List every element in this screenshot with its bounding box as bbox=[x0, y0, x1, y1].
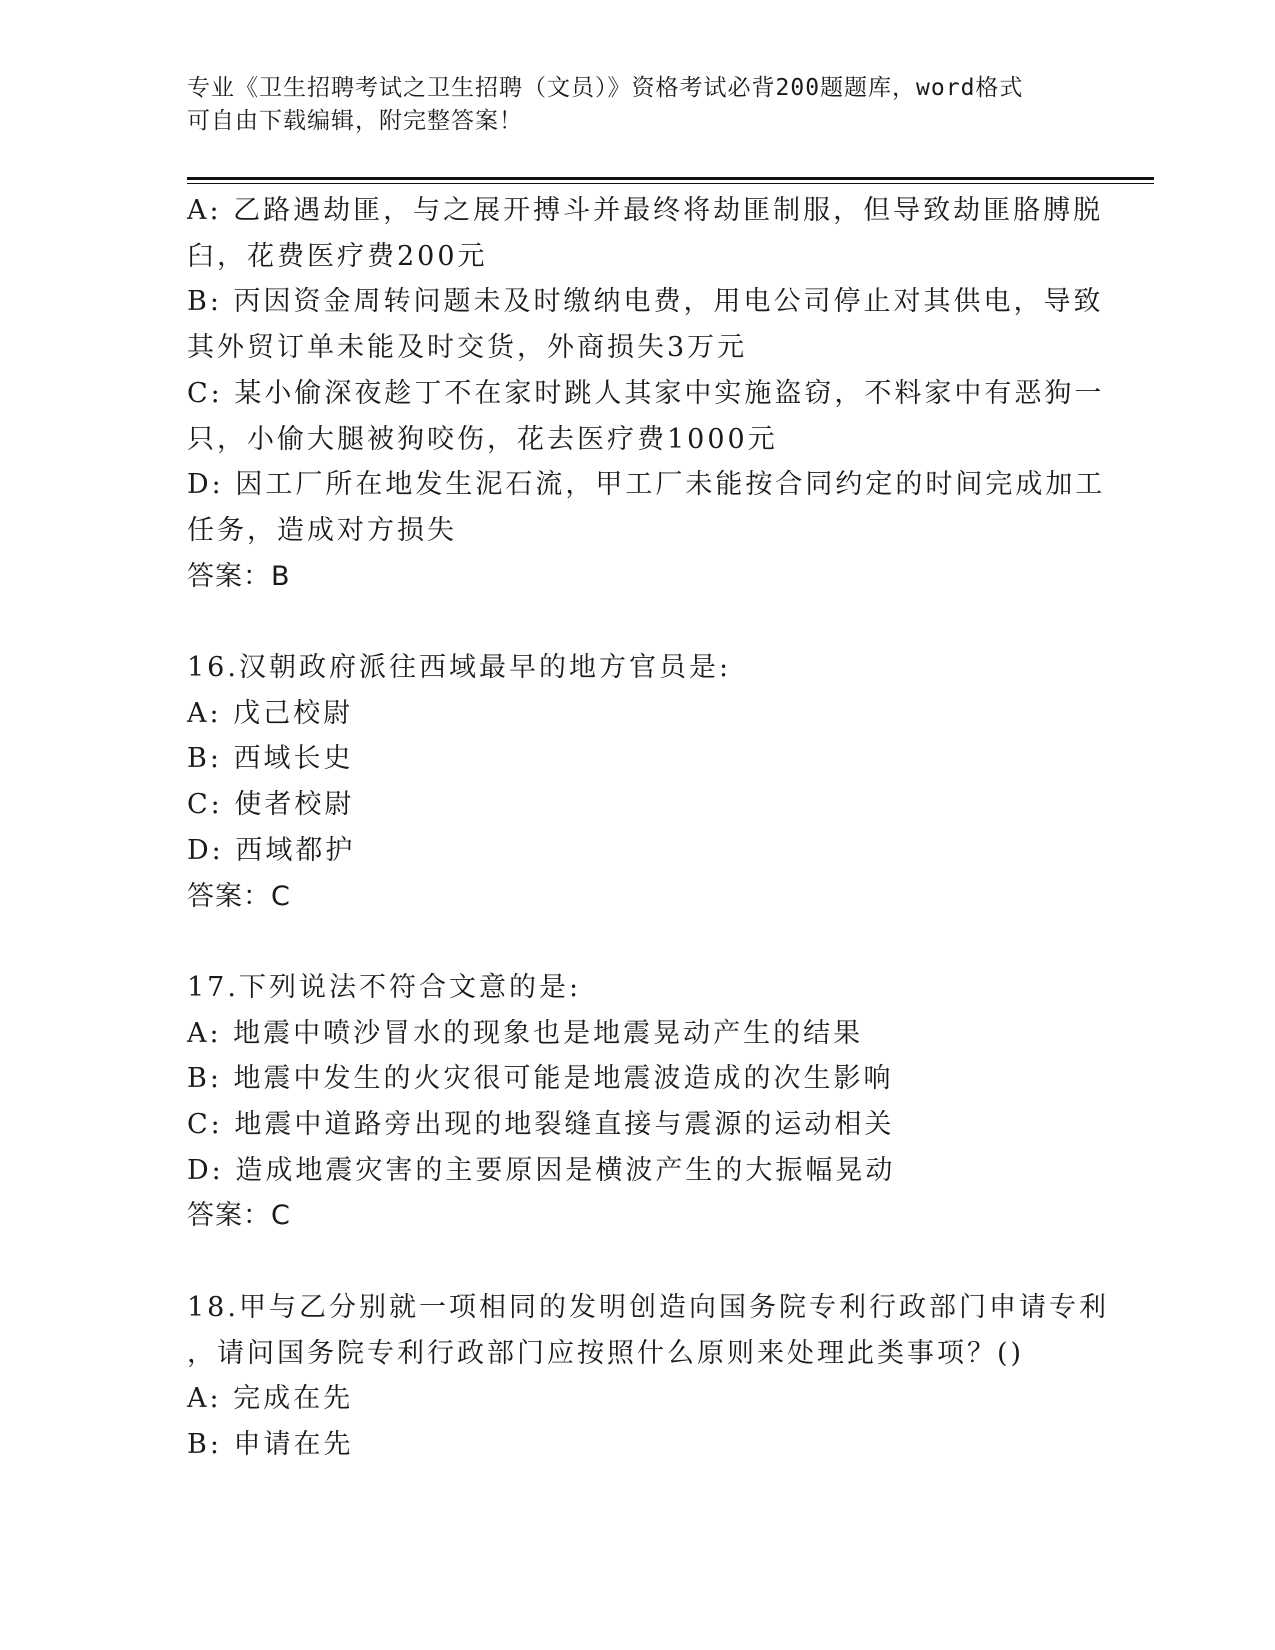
question-18 bbox=[187, 1285, 1109, 1468]
q16-option-d: D: 西域都护 bbox=[187, 834, 356, 866]
q16-option-a: A: 戊己校尉 bbox=[187, 697, 354, 729]
q17-option-b: B: 地震中发生的火灾很可能是地震波造成的次生影响 bbox=[187, 1063, 894, 1095]
q15-option-b-line-1: B: 丙因资金周转问题未及时缴纳电费，用电公司停止对其供电，导致 bbox=[187, 286, 1104, 318]
q17-option-c: C: 地震中道路旁出现的地裂缝直接与震源的运动相关 bbox=[187, 1109, 895, 1141]
question-list bbox=[187, 188, 1109, 1468]
question-17 bbox=[187, 965, 1087, 1239]
q18-stem-line-2: ，请问国务院专利行政部门应按照什么原则来处理此类事项？() bbox=[187, 1337, 1025, 1369]
header-divider-thin bbox=[187, 183, 1154, 184]
q16-option-b: B: 西域长史 bbox=[187, 743, 354, 775]
q15-option-b-line-2: 其外贸订单未能及时交货，外商损失3万元 bbox=[187, 332, 748, 364]
q18-option-b: B: 申请在先 bbox=[187, 1428, 354, 1460]
header-divider-thick bbox=[187, 177, 1154, 180]
question-15-options bbox=[187, 188, 1106, 599]
q15-option-c-line-1: C: 某小偷深夜趁丁不在家时跳人其家中实施盗窃，不料家中有恶狗一 bbox=[187, 377, 1105, 409]
q16-answer: 答案：C bbox=[187, 880, 291, 912]
q15-option-a-line-2: 臼，花费医疗费200元 bbox=[187, 240, 488, 272]
q15-option-c-line-2: 只，小偷大腿被狗咬伤，花去医疗费1000元 bbox=[187, 423, 778, 455]
header-line-2: 可自由下载编辑，附完整答案！ bbox=[187, 108, 523, 134]
q17-option-a: A: 地震中喷沙冒水的现象也是地震晃动产生的结果 bbox=[187, 1017, 864, 1049]
q17-answer: 答案：C bbox=[187, 1200, 291, 1232]
q18-stem-line-1: 18.甲与乙分别就一项相同的发明创造向国务院专利行政部门申请专利 bbox=[187, 1291, 1109, 1323]
spacer bbox=[187, 919, 1087, 965]
document-header bbox=[187, 72, 1067, 138]
q15-option-d-line-2: 任务，造成对方损失 bbox=[187, 514, 457, 546]
spacer bbox=[187, 1239, 1087, 1285]
q15-answer: 答案：B bbox=[187, 560, 291, 592]
q16-stem: 16.汉朝政府派往西域最早的地方官员是: bbox=[187, 652, 732, 684]
header-line-1: 专业《卫生招聘考试之卫生招聘（文员）》资格考试必背200题题库，word格式 bbox=[187, 75, 1024, 101]
q17-stem: 17.下列说法不符合文意的是: bbox=[187, 971, 582, 1003]
spacer bbox=[187, 599, 1087, 645]
q18-option-a: A: 完成在先 bbox=[187, 1383, 354, 1415]
q17-option-d: D: 造成地震灾害的主要原因是横波产生的大振幅晃动 bbox=[187, 1154, 896, 1186]
q16-option-c: C: 使者校尉 bbox=[187, 789, 355, 821]
q15-option-d-line-1: D: 因工厂所在地发生泥石流，甲工厂未能按合同约定的时间完成加工 bbox=[187, 469, 1106, 501]
question-16 bbox=[187, 645, 1087, 919]
q15-option-a-line-1: A: 乙路遇劫匪，与之展开搏斗并最终将劫匪制服，但导致劫匪胳膊脱 bbox=[187, 195, 1104, 226]
